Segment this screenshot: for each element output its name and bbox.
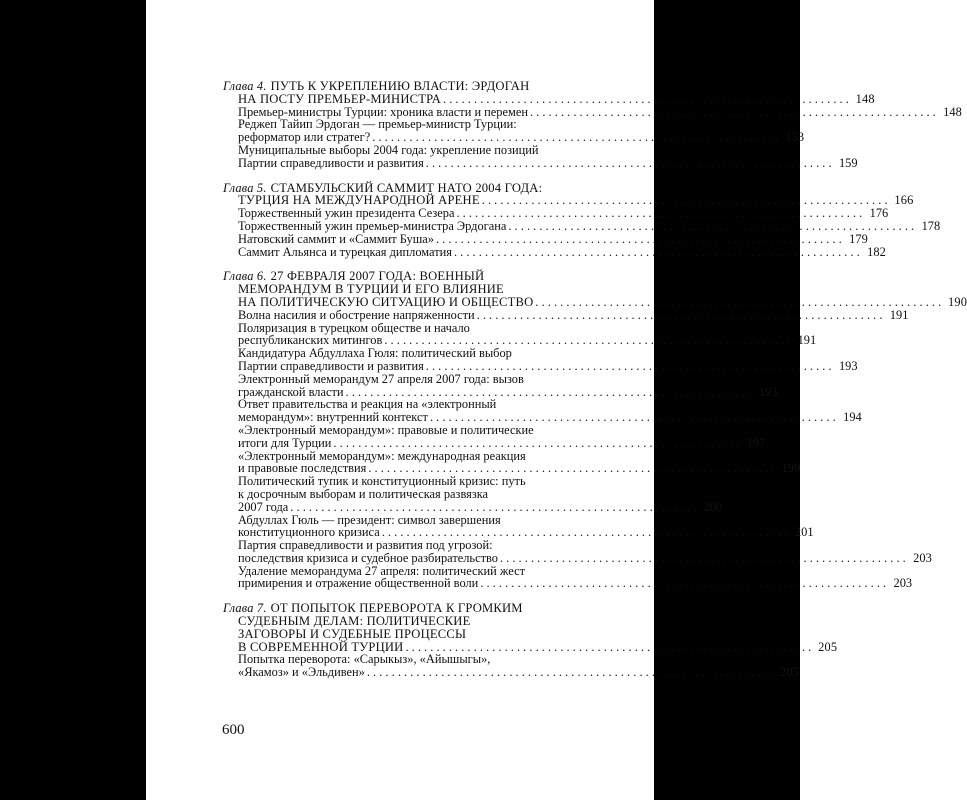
entry-text — [238, 157, 424, 170]
book-page — [146, 0, 967, 800]
dot-leader — [475, 309, 885, 322]
right-dark-margin — [654, 0, 800, 800]
chapter-title-text: МЕМОРАНДУМ В ТУРЦИИ И ЕГО ВЛИЯНИЕ — [238, 282, 504, 297]
section-title-text: «Якамоз» и «Эльдивен» — [238, 665, 365, 680]
section-title-text: Саммит Альянса и турецкая дипломатия — [238, 244, 452, 259]
section-title-text: Кандидатура Абдуллаха Гюля: политический выбор — [238, 346, 512, 361]
page-number: 600 — [222, 722, 245, 738]
entry-page-number: 205 — [780, 665, 799, 680]
entry-page-number: 182 — [867, 244, 886, 259]
entry-page-number: 176 — [869, 206, 889, 221]
entry-page-number: 191 — [797, 333, 817, 348]
chapter-title-text: ТУРЦИЯ НА МЕЖДУНАРОДНОЙ АРЕНЕ — [238, 193, 480, 208]
section-title-text: итоги для Турции — [238, 435, 332, 450]
chapter-label: Глава 7. — [223, 601, 267, 616]
entry-page-number: 178 — [921, 218, 941, 233]
section-title-text: Муниципальные выборы 2004 года: укрепление позиций — [238, 142, 539, 157]
entry-page-number: 203 — [913, 550, 932, 565]
entry-page-number: 191 — [889, 307, 909, 322]
entry-text — [238, 246, 452, 259]
entry-text — [238, 577, 478, 590]
entry-page-number: 201 — [794, 525, 814, 540]
dot-leader — [424, 157, 834, 170]
entry-page-number: 205 — [818, 639, 838, 654]
section-title-text: Абдуллах Гюль — президент: символ завершения — [238, 512, 501, 527]
chapter-title-text: СУДЕБНЫМ ДЕЛАМ: ПОЛИТИЧЕСКИЕ — [238, 614, 471, 629]
left-dark-margin — [0, 0, 146, 800]
table-of-contents — [223, 79, 967, 691]
section-title-text: Реджеп Тайип Эрдоган — премьер-министр Турции: — [238, 117, 517, 132]
section-title-text: реформатор или стратег? — [238, 130, 371, 145]
chapter-title-text: НА ПОЛИТИЧЕСКУЮ СИТУАЦИЮ И ОБЩЕСТВО — [238, 294, 534, 309]
section-title-text: Политический тупик и конституционный кризис: путь — [238, 474, 526, 489]
section-entry-line[interactable] — [223, 665, 799, 680]
section-title-text: Партии справедливости и развития — [238, 155, 424, 170]
section-title-text: Попытка переворота: «Сарыкыз», «Айышыгы», — [238, 652, 491, 667]
entry-page-number: 153 — [785, 130, 805, 145]
toc-chapter — [223, 79, 962, 170]
chapter-title-text: ПУТЬ К УКРЕПЛЕНИЮ ВЛАСТИ: ЭРДОГАН — [270, 79, 530, 93]
section-title-text: Партия справедливости и развития под угрозой: — [238, 538, 493, 553]
toc-chapter — [223, 601, 838, 680]
entry-page-number: 193 — [758, 384, 778, 399]
section-title-text: Ответ правительства и реакция на «электронный — [238, 397, 497, 412]
entry-page-number: 179 — [849, 231, 868, 246]
section-title-text: Торжественный ужин премьер-министра Эрдогана — [238, 218, 507, 233]
dot-leader — [506, 220, 916, 233]
section-title-text: 2007 года — [238, 499, 289, 514]
chapter-label: Глава 6. — [223, 269, 267, 284]
section-title-text: «Электронный меморандум»: международная реакция — [238, 448, 526, 463]
dot-leader — [498, 552, 908, 565]
entry-page-number: 148 — [855, 91, 875, 106]
entry-page-number: 166 — [894, 193, 914, 208]
dot-leader — [528, 106, 938, 119]
entry-text — [238, 666, 365, 679]
section-title-text: конституционного кризиса — [238, 525, 380, 540]
toc-chapter — [223, 180, 941, 259]
section-title-text: Торжественный ужин президента Сезера — [238, 206, 455, 221]
section-title-text: гражданской власти — [238, 384, 344, 399]
chapter-title-text: ОТ ПОПЫТОК ПЕРЕВОРОТА К ГРОМКИМ — [270, 601, 523, 616]
section-title-text: последствия кризиса и судебное разбирательство — [238, 550, 498, 565]
chapter-label: Глава 4. — [223, 79, 267, 93]
entry-page-number: 197 — [746, 435, 766, 450]
section-title-text: к досрочным выборам и политическая развязка — [238, 486, 489, 501]
section-title-text: Удаление меморандума 27 апреля: политический жест — [238, 563, 526, 578]
entry-page-number: 193 — [838, 358, 858, 373]
section-title-text: и правовые последствия — [238, 461, 367, 476]
entry-page-number: 190 — [948, 294, 967, 309]
chapter-title-text: 27 ФЕВРАЛЯ 2007 ГОДА: ВОЕННЫЙ — [270, 269, 485, 284]
section-title-text: меморандум»: внутренний контекст — [238, 410, 428, 425]
section-title-text: «Электронный меморандум»: правовые и политические — [238, 422, 534, 437]
section-title-text: Электронный меморандум 27 апреля 2007 года: вызов — [238, 371, 524, 386]
section-title-text: Волна насилия и обострение напряженности — [238, 307, 475, 322]
dot-leader — [478, 577, 888, 590]
entry-page-number: 159 — [838, 155, 858, 170]
section-title-text: Натовский саммит и «Саммит Буша» — [238, 231, 434, 246]
section-title-text: республиканских митингов — [238, 333, 383, 348]
section-entry-line[interactable] — [223, 155, 858, 170]
entry-page-number: 199 — [781, 461, 801, 476]
dot-leader — [533, 296, 943, 309]
entry-page-number: 203 — [893, 576, 913, 591]
section-entry-line[interactable] — [223, 244, 886, 259]
entry-page-number: 200 — [703, 499, 723, 514]
section-entry-line[interactable] — [223, 576, 913, 591]
entry-page-number: 148 — [943, 104, 962, 119]
chapter-title-text: НА ПОСТУ ПРЕМЬЕР-МИНИСТРА — [238, 91, 442, 106]
chapter-title-text: В СОВРЕМЕННОЙ ТУРЦИИ — [238, 639, 404, 654]
section-title-text: Партии справедливости и развития — [238, 358, 424, 373]
chapter-title-text: ЗАГОВОРЫ И СУДЕБНЫЕ ПРОЦЕССЫ — [238, 626, 467, 641]
dot-leader — [452, 246, 862, 259]
section-title-text: Премьер-министры Турции: хроника власти и перемен — [238, 104, 528, 119]
dot-leader — [434, 233, 844, 246]
toc-chapter — [223, 269, 967, 591]
entry-page-number: 194 — [843, 410, 862, 425]
chapter-title-text: СТАМБУЛЬСКИЙ САММИТ НАТО 2004 ГОДА: — [270, 180, 543, 195]
dot-leader — [365, 666, 775, 679]
section-title-text: Поляризация в турецком обществе и начало — [238, 320, 470, 335]
chapter-label: Глава 5. — [223, 180, 267, 195]
section-title-text: примирения и отражение общественной воли — [238, 576, 479, 591]
